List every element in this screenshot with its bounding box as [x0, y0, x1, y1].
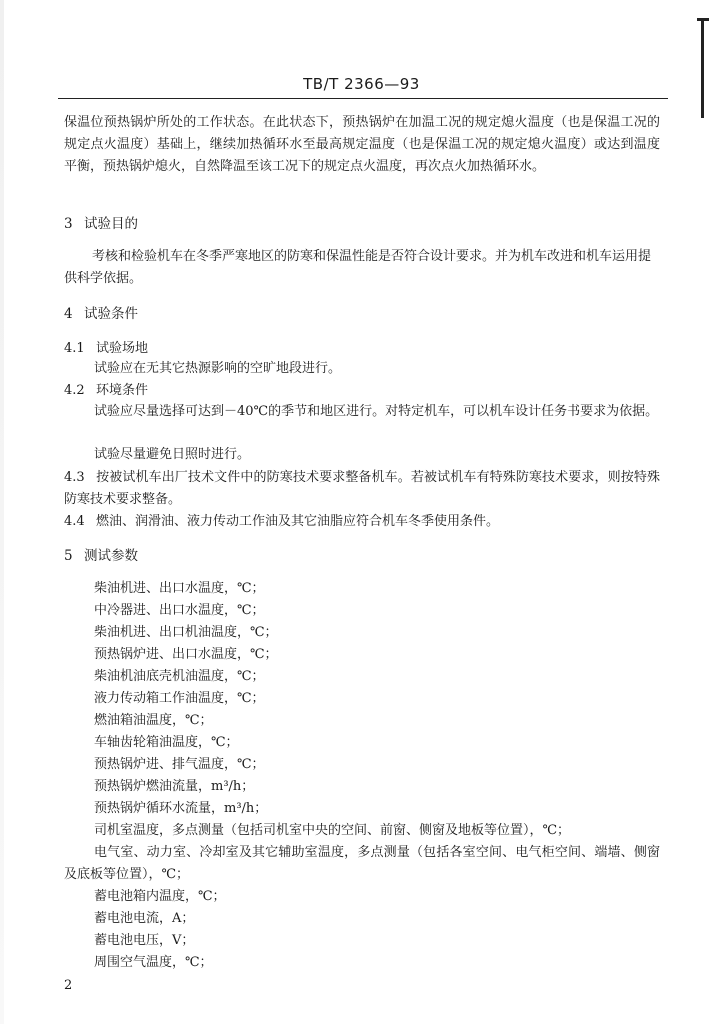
section-4-2-body-1: 试验应尽量选择可达到－40℃的季节和地区进行。对特定机车，可以机车设计任务书要求为依据。	[94, 404, 659, 419]
section-4-3-body: 按被试机车出厂技术文件中的防寒技术要求整备机车。若被试机车有特殊防寒技术要求，则按特殊防寒技术要求整备。	[64, 470, 660, 507]
section-4-3	[64, 467, 660, 511]
section-number: 4	[64, 306, 73, 322]
section-title: 试验目的	[84, 216, 138, 232]
list-item: 柴油机进、出口水温度，℃；	[94, 581, 265, 596]
section-4-4	[64, 511, 660, 533]
list-item: 预热锅炉循环水流量，m³/h；	[94, 801, 268, 816]
section-title: 测试参数	[84, 548, 138, 564]
subsection-title: 试验场地	[96, 341, 149, 356]
list-item: 柴油机进、出口机油温度，℃；	[94, 625, 278, 640]
list-item: 燃油箱油温度，℃；	[94, 713, 213, 728]
section-4-2-heading	[64, 380, 148, 402]
subsection-title: 环境条件	[96, 383, 149, 398]
subsection-number: 4.3	[64, 470, 85, 485]
section-5-heading	[64, 545, 138, 567]
list-item: 液力传动箱工作油温度，℃；	[94, 691, 265, 706]
list-item: 中冷器进、出口水温度，℃；	[94, 603, 265, 618]
list-item: 周围空气温度，℃；	[94, 955, 213, 970]
section-title: 试验条件	[84, 306, 138, 322]
list-item: 预热锅炉进、排气温度，℃；	[94, 757, 265, 772]
subsection-number: 4.2	[64, 383, 85, 398]
intro-paragraph: 保温位预热锅炉所处的工作状态。在此状态下，预热锅炉在加温工况的规定熄火温度（也是保温工况的规定点火温度）基础上，继续加热循环水至最高规定温度（也是保温工况的规定熄火温度）或达到温度平衡，预热锅炉熄火，自然降温至该工况下的规定点火温度，再次点火加热循环水。	[64, 115, 660, 174]
section-number: 5	[64, 548, 73, 564]
list-item: 司机室温度，多点测量（包括司机室中央的空间、前窗、侧窗及地板等位置），℃；	[94, 823, 571, 838]
list-item: 蓄电池箱内温度，℃；	[94, 889, 226, 904]
section-4-heading	[64, 303, 138, 325]
section-4-4-body: 燃油、润滑油、液力传动工作油及其它油脂应符合机车冬季使用条件。	[96, 514, 500, 529]
section-number: 3	[64, 216, 73, 232]
section-4-1-heading	[64, 338, 148, 360]
page-header: TB/T 2366—93	[303, 75, 420, 93]
section-4-1-body: 试验应在无其它热源影响的空旷地段进行。	[94, 361, 342, 376]
section-3-body: 考核和检验机车在冬季严寒地区的防寒和保温性能是否符合设计要求。并为机车改进和机车运用提供科学依据。	[64, 249, 652, 286]
list-item: 蓄电池电压，V；	[94, 933, 195, 948]
subsection-number: 4.4	[64, 514, 85, 529]
list-item: 蓄电池电流，A；	[94, 911, 195, 926]
list-item: 柴油机油底壳机油温度，℃；	[94, 669, 265, 684]
section-3-heading	[64, 213, 138, 235]
list-item: 电气室、动力室、冷却室及其它辅助室温度，多点测量（包括各室空间、电气柜空间、端墙、侧窗及底板等位置），℃；	[64, 845, 660, 882]
scan-edge-shadow	[0, 0, 4, 1024]
section-4-2-body-2: 试验尽量避免日照时进行。	[94, 447, 251, 462]
page-number: 2	[64, 978, 73, 993]
list-item: 预热锅炉燃油流量，m³/h；	[94, 779, 255, 794]
header-rule	[58, 98, 668, 99]
binding-mark	[701, 18, 704, 118]
list-item: 预热锅炉进、出口水温度，℃；	[94, 647, 278, 662]
list-item: 车轴齿轮箱油温度，℃；	[94, 735, 239, 750]
subsection-number: 4.1	[64, 341, 85, 356]
